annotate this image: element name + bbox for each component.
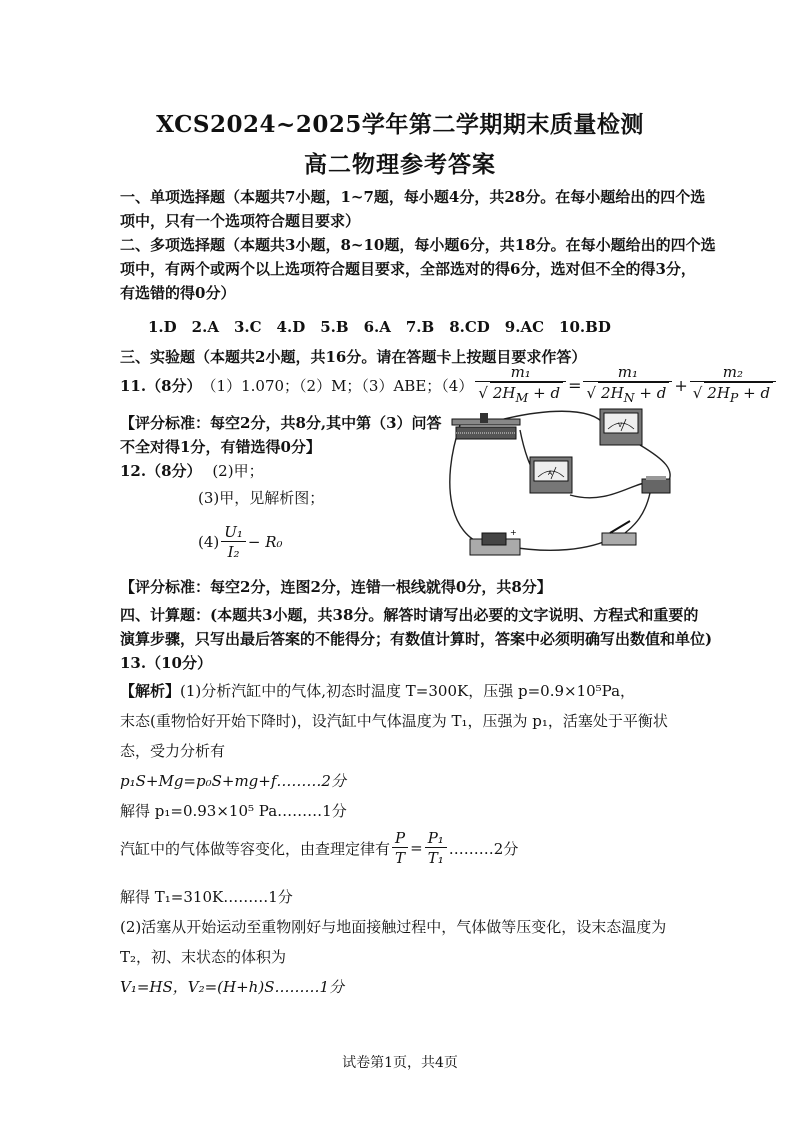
q11-m1: m₁	[510, 362, 531, 381]
analysis-label: 【解析】	[120, 682, 181, 700]
q13-line1	[120, 680, 635, 701]
q13-charles-law: 汽缸中的气体做等容变化，由查理定律有	[120, 839, 391, 858]
section1-heading-b: 项中，只有一个选项符合题目要求）	[120, 212, 361, 230]
q11-scoring-b: 不全对得1分，有错选得0分】	[120, 438, 321, 456]
q11-plus: +	[674, 375, 688, 395]
exam-title: XCS2024~2025学年第二学期期末质量检测	[156, 111, 644, 138]
svg-text:+: +	[510, 528, 517, 537]
q13-frac-left	[392, 829, 408, 868]
q11-s1: M	[515, 389, 529, 405]
q13-number: 13.（10分）	[120, 654, 212, 672]
wire-1	[450, 425, 485, 545]
q11-s2: N	[623, 389, 635, 405]
q13-equation-1: p₁S+Mg=p₀S+mg+f………2分	[120, 772, 346, 790]
q12-answer-3: (3)甲，见解析图；	[198, 489, 325, 507]
q11-s3: P	[729, 389, 739, 405]
q13-p: P	[395, 828, 406, 847]
q12-answer-4	[198, 520, 283, 564]
section2-heading-b: 项中，有两个或两个以上选项符合题目要求，全部选对的得6分，选对但不全的得3分，	[120, 260, 696, 278]
battery-icon	[470, 528, 520, 555]
ammeter-icon	[530, 457, 572, 493]
circuit-diagram	[440, 405, 690, 565]
rheostat-icon	[452, 413, 520, 439]
voltmeter-icon	[600, 409, 642, 445]
q11-frac-right: $\frac{\text{m₂}}{√ 2H_P + d}$	[690, 363, 776, 408]
q11-frac-left: $\frac{\text{m₁}}{√ 2H_M + d}$	[475, 363, 566, 408]
q12-u1: U₁	[224, 522, 243, 541]
q11-equals: =	[568, 375, 582, 395]
page-footer: 试卷第1页，共4页	[342, 1055, 458, 1071]
svg-text:A: A	[548, 470, 553, 477]
q12-line1	[120, 460, 264, 481]
q12-answer-4-label: (4)	[198, 533, 220, 551]
q11-line	[120, 360, 778, 410]
q13-line3: 态，受力分析有	[120, 742, 226, 760]
q12-answer-2: (2)甲；	[212, 462, 264, 480]
q12-minus-r0: − R₀	[247, 533, 283, 551]
svg-text:V: V	[618, 422, 623, 429]
q12-number: 12.（8分）	[120, 462, 202, 480]
q13-t1: T₁	[427, 848, 444, 867]
exam-subtitle: 高二物理参考答案	[304, 151, 496, 178]
q13-equals: =	[410, 839, 423, 857]
switch-icon	[602, 521, 636, 545]
section1-heading-a: 一、单项选择题（本题共7小题，1~7题，每小题4分，共28分。在每小题给出的四个选	[120, 188, 706, 206]
section3-heading: 三、实验题（本题共2小题，共16分。请在答题卡上按题目要求作答）	[120, 348, 587, 366]
q11-frac-mid: $\frac{\text{m₁}}{√ 2H_N + d}$	[583, 363, 672, 408]
wire-6	[625, 493, 650, 533]
q13-frac-right	[425, 829, 447, 868]
q11-pd2: + d	[639, 383, 667, 402]
q11-scoring-a: 【评分标准：每空2分，共8分,其中第（3）问答	[120, 414, 442, 432]
q13-line6	[120, 825, 518, 871]
q13-result-2: 解得 T₁=310K………1分	[120, 888, 293, 906]
q12-frac	[221, 523, 246, 562]
section4-heading-a: 四、计算题：(本题共3小题，共38分。解答时请写出必要的文字说明、方程式和重要的	[120, 606, 699, 624]
q12-scoring: 【评分标准：每空2分，连图2分，连错一根线就得0分，共8分】	[120, 578, 552, 596]
q11-m2: m₂	[722, 362, 744, 381]
wire-5	[570, 483, 645, 498]
q13-line2: 末态(重物恰好开始下降时)，设汽缸中气体温度为 T₁，压强为 p₁，活塞处于平衡状	[120, 712, 668, 730]
q13-text-1: (1)分析汽缸中的气体,初态时温度 T=300K，压强 p=0.9×10⁵Pa，	[180, 682, 636, 700]
q11-d1: 2H	[492, 383, 516, 402]
q13-score-2: ………2分	[448, 839, 519, 858]
q13-line9: T₂，初、末状态的体积为	[120, 948, 287, 966]
q11-pd3: + d	[743, 383, 771, 402]
q11-number: 11.（8分）	[120, 376, 202, 395]
q12-i2: I₂	[227, 542, 240, 561]
q11-d2: 2H	[601, 383, 624, 402]
q13-volumes: V₁=HS，V₂=(H+h)S………1分	[120, 978, 345, 996]
q11-answers: （1）1.070；（2）M；（3）ABE；（4）	[201, 376, 474, 395]
q11-pd1: + d	[533, 383, 561, 402]
resistor-icon	[642, 476, 670, 493]
q13-p1: P₁	[427, 828, 444, 847]
q11-m1b: m₁	[617, 362, 639, 381]
q13-result-1: 解得 p₁=0.93×10⁵ Pa………1分	[120, 802, 347, 820]
section2-heading-c: 有选错的得0分）	[120, 284, 236, 302]
section2-heading-a: 二、多项选择题（本题共3小题，8~10题，每小题6分，共18分。在每小题给出的四个选	[120, 236, 716, 254]
q13-line8: (2)活塞从开始运动至重物刚好与地面接触过程中，气体做等压变化，设末态温度为	[120, 918, 667, 936]
q13-t: T	[395, 848, 406, 867]
q11-d3: 2H	[707, 383, 730, 402]
choice-answers: 1.D 2.A 3.C 4.D 5.B 6.A 7.B 8.CD 9.AC 10.BD	[148, 318, 611, 336]
section4-heading-b: 演算步骤，只写出最后答案的不能得分；有数值计算时，答案中必须明确写出数值和单位)	[120, 630, 713, 648]
